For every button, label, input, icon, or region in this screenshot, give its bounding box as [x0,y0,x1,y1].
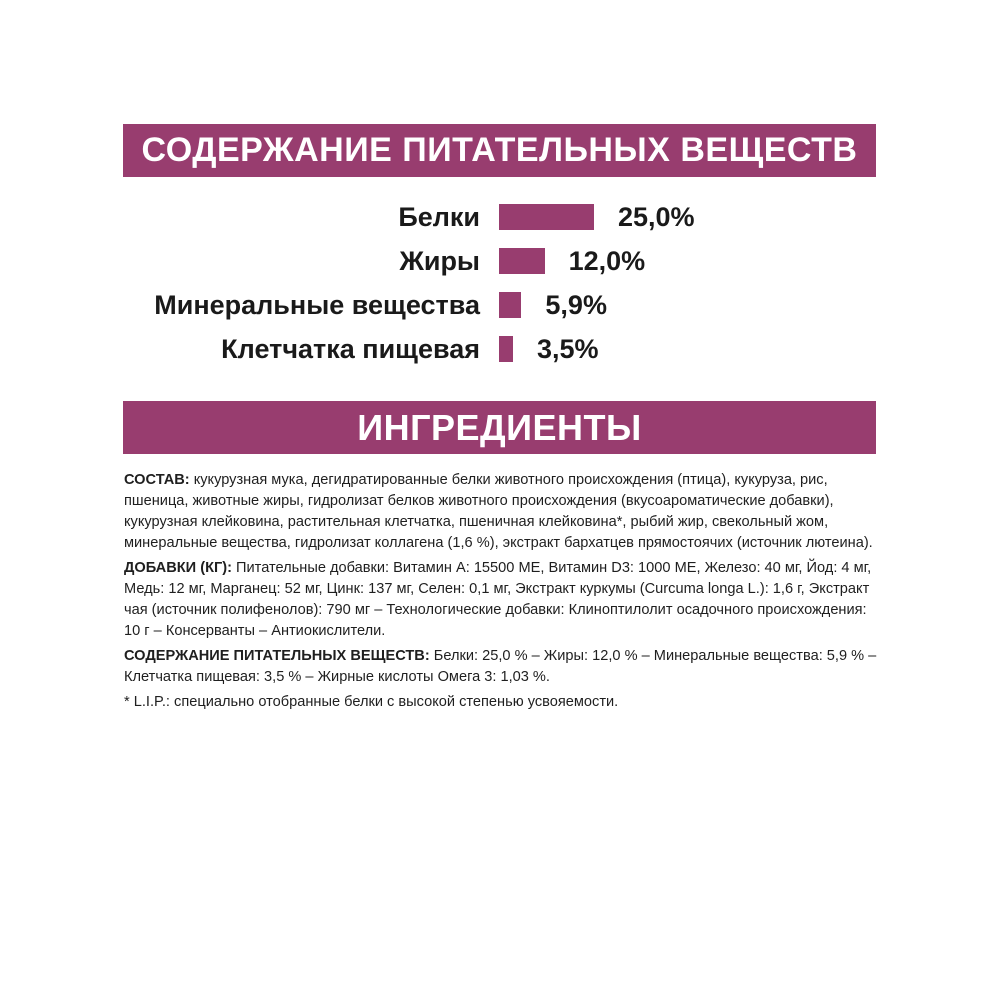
composition-text: кукурузная мука, дегидратированные белки животного происхождения (птица), кукуруза, рис, пшеница, животные жиры, гидролизат белков животного происхождения (вкусоароматические добавки), кукурузная клейковина, растительная клетчатка, пшеничная клейковина*, рыбий жир, свекольный жом, минеральные вещества, гидролизат коллагена (1,6 %), экстракт бархатцев прямостоячих (источник лютеина). [124,472,873,551]
chart-row [0,286,1000,330]
chart-value-label: 5,9% [545,290,607,320]
chart-category-label: Клетчатка пищевая [221,334,480,364]
chart-category-label: Белки [398,202,480,232]
nutrients-banner-title: СОДЕРЖАНИЕ ПИТАТЕЛЬНЫХ ВЕЩЕСТВ [141,131,858,169]
ingredients-text [124,470,884,717]
nutrients-text: Белки: 25,0 % – Жиры: 12,0 % – Минеральные вещества: 5,9 % – Клетчатка пищевая: 3,5 % – Жирные кислоты Омега 3: 1,03 %. [124,648,877,685]
chart-row [0,330,1000,374]
chart-bar [499,336,513,362]
nutrients-label: СОДЕРЖАНИЕ ПИТАТЕЛЬНЫХ ВЕЩЕСТВ: [124,648,430,664]
chart-value-label: 3,5% [537,334,599,364]
nutrients-banner [123,124,876,177]
chart-category-label: Жиры [399,246,480,276]
chart-bar [499,292,521,318]
chart-bar [499,248,545,274]
additives-label: ДОБАВКИ (КГ): [124,560,232,576]
ingredients-banner-title: ИНГРЕДИЕНТЫ [357,407,642,448]
ingredients-banner [123,401,876,454]
footnote-text: * L.I.P.: специально отобранные белки с высокой степенью усвояемости. [124,694,619,710]
additives-paragraph [124,558,884,642]
chart-row [0,198,1000,242]
footnote [124,692,884,713]
nutrients-paragraph [124,646,884,688]
chart-value-label: 12,0% [568,246,646,276]
composition-label: СОСТАВ: [124,472,190,488]
chart-value-label: 25,0% [618,202,695,232]
nutrients-bar-chart [0,198,1000,378]
composition-paragraph [124,470,884,554]
additives-text: Питательные добавки: Витамин A: 15500 МЕ, Витамин D3: 1000 МЕ, Железо: 40 мг, Йод: 4 мг, Медь: 12 мг, Марганец: 52 мг, Цинк: 137 мг, Селен: 0,1 мг, Экстракт куркумы (Curcuma longa L.): 1,6 г, Экстракт чая (источник полифенолов): 790 мг – Технологические добавки: Клиноптилолит осадочного происхождения: 10 г – Консерванты – Антиокислители. [124,560,872,639]
chart-bar [499,204,594,230]
chart-row [0,242,1000,286]
chart-category-label: Минеральные вещества [154,290,480,320]
